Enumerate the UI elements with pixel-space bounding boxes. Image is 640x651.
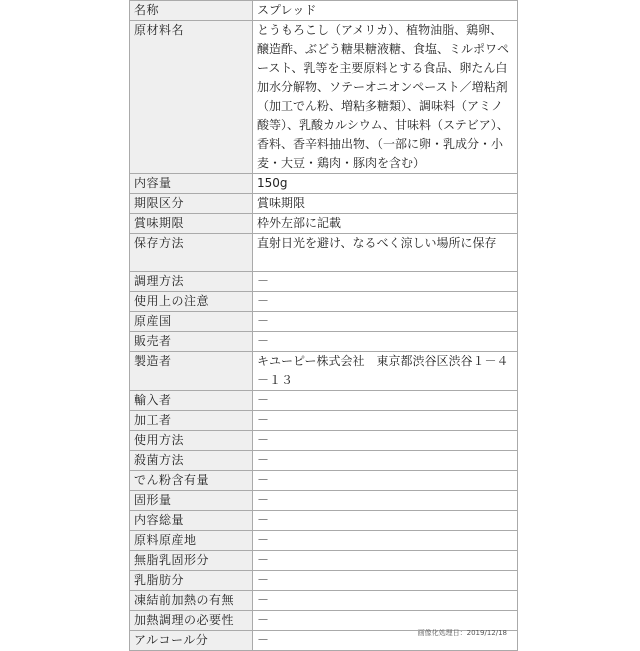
row-label: 期限区分	[130, 194, 253, 214]
row-value: 賞味期限	[253, 194, 518, 214]
product-info-table	[129, 0, 518, 651]
row-label: 殺菌方法	[130, 451, 253, 471]
row-value: －	[253, 451, 518, 471]
row-value: －	[253, 591, 518, 611]
table-row	[130, 531, 518, 551]
row-label: 凍結前加熱の有無	[130, 591, 253, 611]
row-value: －	[253, 571, 518, 591]
table-row	[130, 471, 518, 491]
row-value: スプレッド	[253, 1, 518, 21]
row-value: －	[253, 551, 518, 571]
table-row	[130, 451, 518, 471]
row-label: 販売者	[130, 332, 253, 352]
table-row	[130, 411, 518, 431]
row-value: キユーピー株式会社 東京都渋谷区渋谷１－４－１３	[253, 352, 518, 391]
row-label: 原材料名	[130, 21, 253, 174]
table-row	[130, 292, 518, 312]
row-value: 150g	[253, 174, 518, 194]
row-label: 使用上の注意	[130, 292, 253, 312]
row-label: 乳脂肪分	[130, 571, 253, 591]
row-value: －	[253, 431, 518, 451]
table-row	[130, 511, 518, 531]
row-value: －	[253, 312, 518, 332]
row-label: 固形量	[130, 491, 253, 511]
row-value: －	[253, 272, 518, 292]
table-row	[130, 332, 518, 352]
row-value: －	[253, 292, 518, 312]
row-value: －	[253, 511, 518, 531]
row-value: －	[253, 531, 518, 551]
table-row	[130, 214, 518, 234]
row-label: 加工者	[130, 411, 253, 431]
row-value: －	[253, 391, 518, 411]
table-row	[130, 391, 518, 411]
table-row	[130, 591, 518, 611]
table-row	[130, 1, 518, 21]
row-value: －	[253, 471, 518, 491]
table-row	[130, 431, 518, 451]
row-label: 原産国	[130, 312, 253, 332]
row-label: 無脂乳固形分	[130, 551, 253, 571]
table-row	[130, 234, 518, 272]
table-row	[130, 272, 518, 292]
table-row	[130, 571, 518, 591]
row-label: 名称	[130, 1, 253, 21]
row-label: 内容総量	[130, 511, 253, 531]
table-row	[130, 21, 518, 174]
table-row	[130, 352, 518, 391]
row-value: とうもろこし（アメリカ）、植物油脂、鶏卵、醸造酢、ぶどう糖果糖液糖、食塩、ミルポワペースト、乳等を主要原料とする食品、卵たん白加水分解物、ソテーオニオンペースト／増粘剤（加工でん粉、増粘多糖類）、調味料（アミノ酸等）、乳酸カルシウム、甘味料（ステビア）、香料、香辛料抽出物、（一部に卵・乳成分・小麦・大豆・鶏肉・豚肉を含む）	[253, 21, 518, 174]
table-row	[130, 174, 518, 194]
row-value: －	[253, 332, 518, 352]
row-label: 賞味期限	[130, 214, 253, 234]
row-value: 直射日光を避け、なるべく涼しい場所に保存	[253, 234, 518, 272]
row-label: 製造者	[130, 352, 253, 391]
row-label: でん粉含有量	[130, 471, 253, 491]
row-value: －	[253, 491, 518, 511]
table-row	[130, 194, 518, 214]
table-row	[130, 551, 518, 571]
processing-date-note: 画像化処理日：2019/12/18	[417, 629, 507, 637]
row-label: 使用方法	[130, 431, 253, 451]
row-label: アルコール分	[130, 631, 253, 651]
table-row	[130, 312, 518, 332]
row-value: －	[253, 411, 518, 431]
row-label: 輸入者	[130, 391, 253, 411]
row-value: 枠外左部に記載	[253, 214, 518, 234]
row-value: －	[253, 611, 518, 631]
row-label: 内容量	[130, 174, 253, 194]
table-row	[130, 491, 518, 511]
row-label: 調理方法	[130, 272, 253, 292]
row-label: 原料原産地	[130, 531, 253, 551]
row-value: －	[253, 631, 518, 651]
row-label: 加熱調理の必要性	[130, 611, 253, 631]
product-info-sheet	[129, 0, 510, 651]
row-label: 保存方法	[130, 234, 253, 272]
